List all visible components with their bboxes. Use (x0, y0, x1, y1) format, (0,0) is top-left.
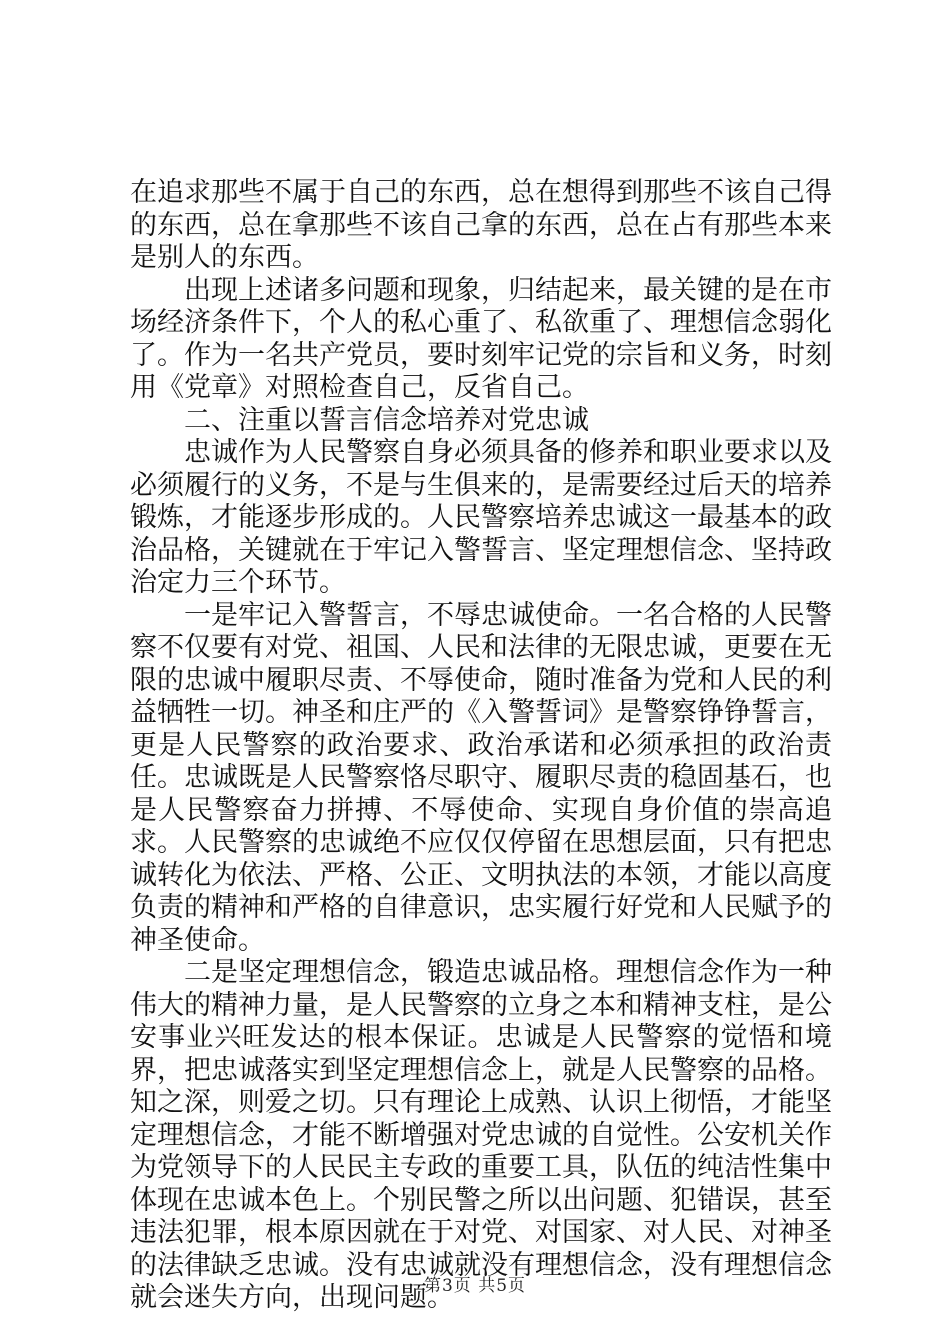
paragraph-oath: 一是牢记入警誓言，不辱忠诚使命。一名合格的人民警察不仅要有对党、祖国、人民和法律的无限忠诚，更要在无限的忠诚中履职尽责、不辱使命，随时准备为党和人民的利益牺牲一切。神圣和庄严的《入警誓词》是警察铮铮誓言，更是人民警察的政治要求、政治承诺和必须承担的政治责任。忠诚既是人民警察恪尽职守、履职尽责的稳固基石，也是人民警察奋力拼搏、不辱使命、实现自身价值的崇高追求。人民警察的忠诚绝不应仅仅停留在思想层面，只有把忠诚转化为依法、严格、公正、文明执法的本领，才能以高度负责的精神和严格的自律意识，忠实履行好党和人民赋予的神圣使命。 (130, 599, 832, 956)
document-body (130, 177, 832, 1315)
section-heading-loyalty: 二、注重以誓言信念培养对党忠诚 (184, 404, 589, 436)
paragraph-problems-summary: 出现上述诸多问题和现象，归结起来，最关键的是在市场经济条件下，个人的私心重了、私欲重了、理想信念弱化了。作为一名共产党员，要时刻牢记党的宗旨和义务，时刻用《党章》对照检查自己，反省自己。 (130, 274, 832, 403)
page-number-footer: 第3页 共5页 (423, 1276, 527, 1296)
paragraph-continued: 在追求那些不属于自己的东西，总在想得到那些不该自己得的东西，总在拿那些不该自己拿的东西，总在占有那些本来是别人的东西。 (130, 177, 832, 273)
paragraph-ideals: 二是坚定理想信念，锻造忠诚品格。理想信念作为一种伟大的精神力量，是人民警察的立身之本和精神支柱，是公安事业兴旺发达的根本保证。忠诚是人民警察的觉悟和境界，把忠诚落实到坚定理想信念上，就是人民警察的品格。知之深，则爱之切。只有理论上成熟、认识上彻悟，才能坚定理想信念，才能不断增强对党忠诚的自觉性。公安机关作为党领导下的人民民主专政的重要工具，队伍的纯洁性集中体现在忠诚本色上。个别民警之所以出问题、犯错误，甚至违法犯罪，根本原因就在于对党、对国家、对人民、对神圣的法律缺乏忠诚。没有忠诚就没有理想信念，没有理想信念就会迷失方向，出现问题。 (130, 957, 832, 1313)
paragraph-loyalty-intro: 忠诚作为人民警察自身必须具备的修养和职业要求以及必须履行的义务，不是与生俱来的，是需要经过后天的培养锻炼，才能逐步形成的。人民警察培养忠诚这一最基本的政治品格，关键就在于牢记入警誓言、坚定理想信念、坚持政治定力三个环节。 (130, 437, 832, 598)
